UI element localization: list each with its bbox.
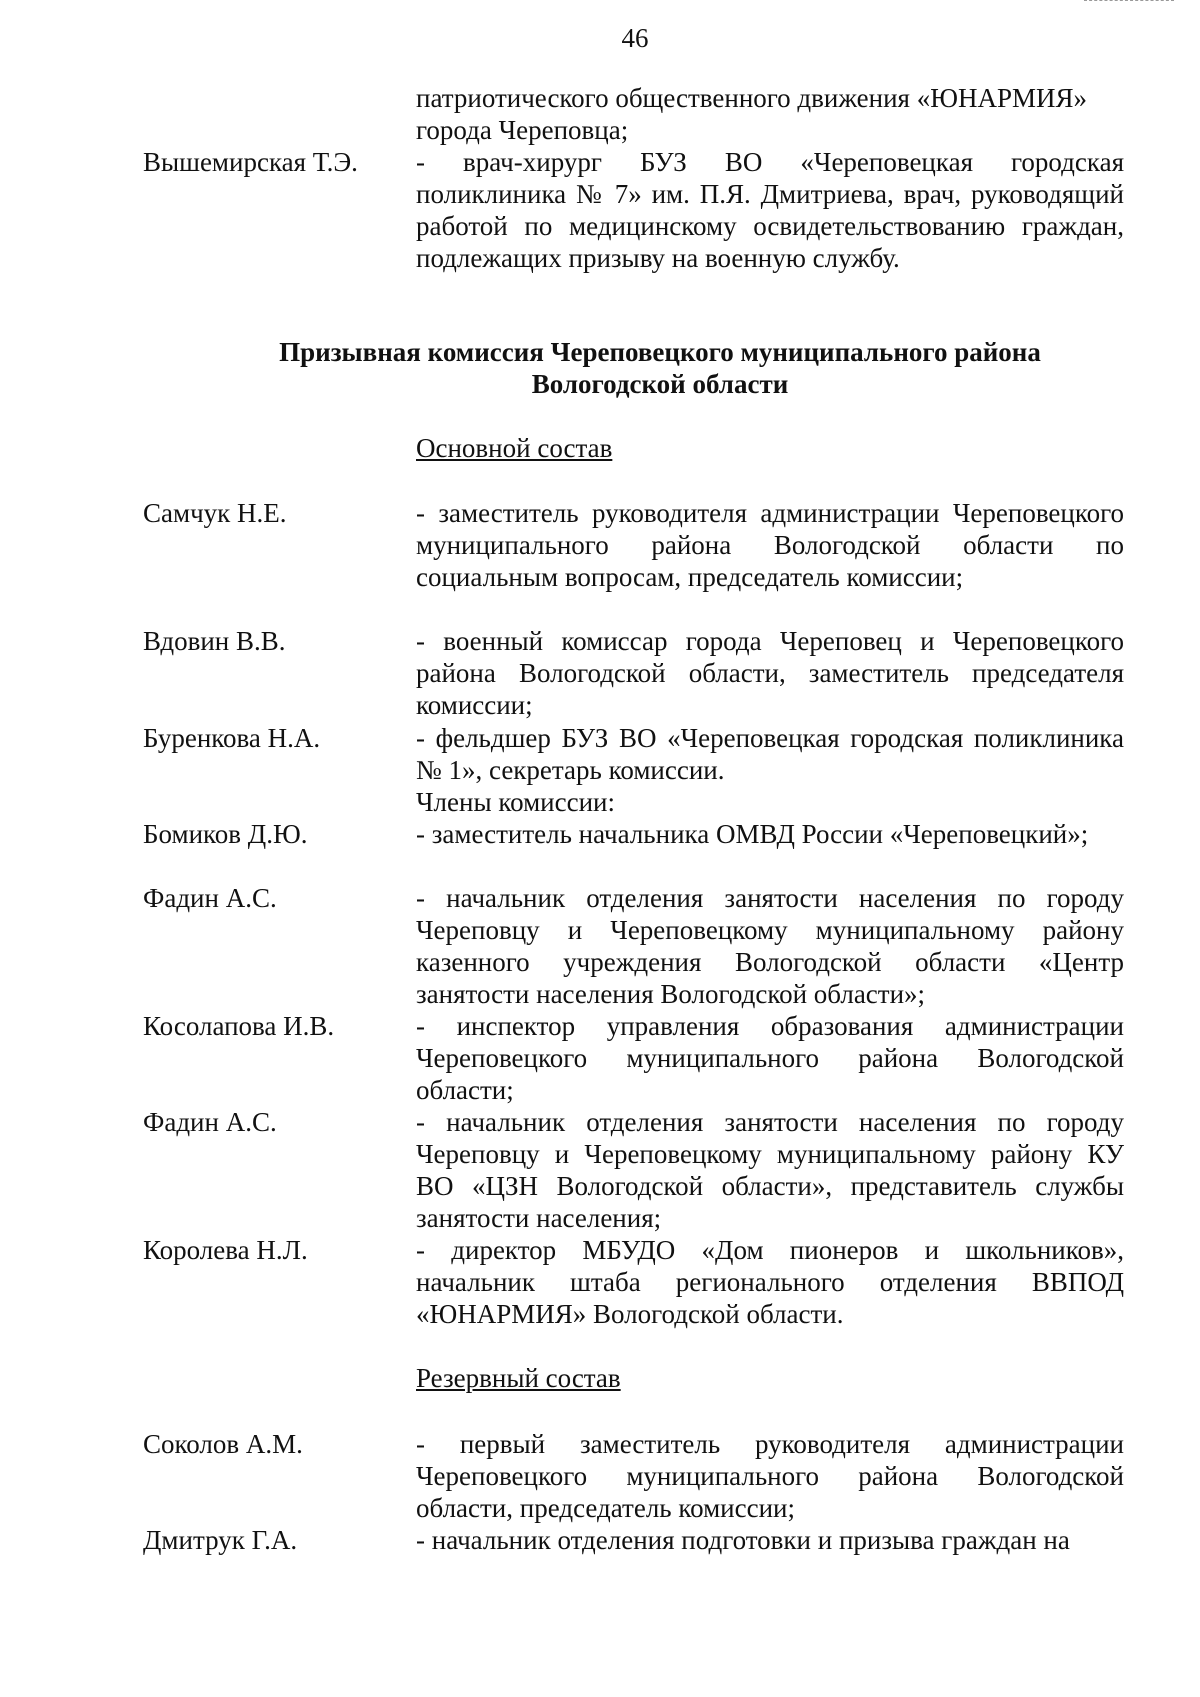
continuation-line: города Череповца; — [416, 115, 629, 145]
member-description: - начальник отделения занятости населения по городу Череповцу и Череповецкому муниципальному району КУ ВО «ЦЗН Вологодской области», представитель службы занятости населения; — [416, 1107, 1124, 1233]
member-description: - заместитель руководителя администрации Череповецкого муниципального района Вологодской области по социальным вопросам, председатель комиссии; — [416, 498, 1124, 592]
commission-title-line-1: Призывная комиссия Череповецкого муниципального района — [279, 337, 1041, 367]
member-description: - первый заместитель руководителя администрации Череповецкого муниципального района Вологодской области, председатель комиссии; — [416, 1429, 1124, 1523]
member-name: Самчук Н.Е. — [143, 498, 287, 528]
member-name: Дмитрук Г.А. — [143, 1525, 298, 1555]
member-description: - фельдшер БУЗ ВО «Череповецкая городская поликлиника № 1», секретарь комиссии. — [416, 723, 1124, 785]
member-description: - врач-хирург БУЗ ВО «Череповецкая городская поликлиника № 7» им. П.Я. Дмитриева, врач, руководящий работой по медицинскому освидетельствованию граждан, подлежащих призыву на военную службу. — [416, 147, 1124, 273]
members-label: Члены комиссии: — [416, 787, 615, 817]
member-description: - начальник отделения подготовки и призыва граждан на — [416, 1525, 1070, 1555]
continuation-line: патриотического общественного движения «ЮНАРМИЯ» — [416, 83, 1087, 113]
member-name: Буренкова Н.А. — [143, 723, 321, 753]
member-description: - директор МБУДО «Дом пионеров и школьников», начальник штаба регионального отделения ВВПОД «ЮНАРМИЯ» Вологодской области. — [416, 1235, 1124, 1329]
member-name: Бомиков Д.Ю. — [143, 819, 308, 849]
commission-title-line-2: Вологодской области — [531, 369, 789, 399]
member-name: Фадин А.С. — [143, 883, 277, 913]
member-name: Королева Н.Л. — [143, 1235, 308, 1265]
member-name: Вышемирская Т.Э. — [143, 147, 358, 177]
member-description: - заместитель начальника ОМВД России «Череповецкий»; — [416, 819, 1089, 849]
page-number: 46 — [621, 23, 649, 53]
member-name: Косолапова И.В. — [143, 1011, 335, 1041]
reserve-composition-heading: Резервный состав — [416, 1363, 621, 1393]
member-description: - начальник отделения занятости населения по городу Череповцу и Череповецкому муниципальному району казенного учреждения Вологодской области «Центр занятости населения Вологодской области»; — [416, 883, 1124, 1009]
main-composition-heading: Основной состав — [416, 433, 613, 463]
member-name: Соколов А.М. — [143, 1429, 303, 1459]
member-name: Вдовин В.В. — [143, 626, 286, 656]
member-description: - военный комиссар города Череповец и Череповецкого района Вологодской области, заместитель председателя комиссии; — [416, 626, 1124, 720]
scan-edge-mark — [1084, 0, 1174, 3]
member-description: - инспектор управления образования администрации Череповецкого муниципального района Вологодской области; — [416, 1011, 1124, 1105]
member-name: Фадин А.С. — [143, 1107, 277, 1137]
